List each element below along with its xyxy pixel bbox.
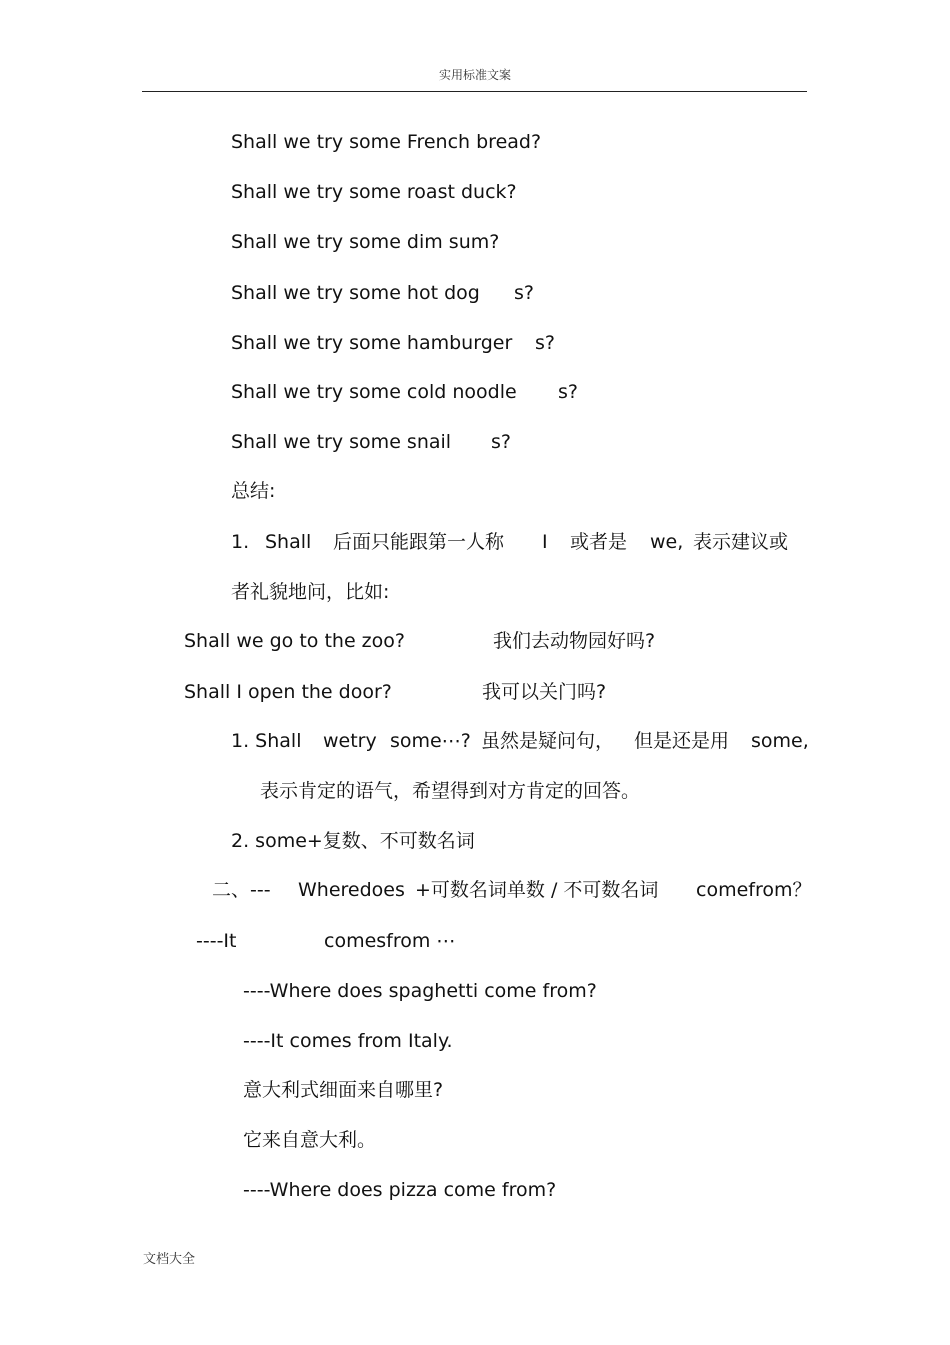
text-fragment: s? xyxy=(514,282,534,304)
text-fragment: 表示建议或 xyxy=(693,531,789,553)
summary-heading: 总结: xyxy=(231,480,276,502)
example-translation: 我可以关门吗? xyxy=(482,681,607,703)
text-line: 2. some+复数、不可数名词 xyxy=(231,830,475,852)
text-line: Shall we try some hamburger xyxy=(231,332,513,354)
text-fragment: wetry xyxy=(323,730,377,752)
header-divider xyxy=(142,91,807,92)
text-line: Shall we try some roast duck? xyxy=(231,181,517,203)
text-line: 表示肯定的语气，希望得到对方肯定的回答。 xyxy=(260,780,641,802)
text-fragment: +可数名词单数 / 不可数名词 xyxy=(415,879,659,901)
text-fragment: some⋯? xyxy=(390,730,471,752)
dialogue-line: ----It comes from Italy. xyxy=(243,1030,453,1052)
text-fragment: comefrom？ xyxy=(696,879,812,901)
dialogue-line: ----Where does spaghetti come from? xyxy=(243,980,597,1002)
text-fragment: s? xyxy=(535,332,555,354)
section-heading: 二、--- xyxy=(212,879,271,901)
text-fragment: Wheredoes xyxy=(298,879,405,901)
text-fragment: 但是还是用 xyxy=(634,730,730,752)
translation-line: 意大利式细面来自哪里? xyxy=(243,1079,444,1101)
text-fragment: 虽然是疑问句， xyxy=(481,730,615,752)
list-number: 1. xyxy=(231,531,250,553)
example-translation: 我们去动物园好吗? xyxy=(493,630,656,652)
translation-line: 它来自意大利。 xyxy=(243,1129,377,1151)
text-line: Shall we try some cold noodle xyxy=(231,381,517,403)
page-header: 实用标准文案 xyxy=(438,68,511,82)
text-fragment: comesfrom ⋯ xyxy=(324,930,456,952)
text-fragment: 1. Shall xyxy=(231,730,302,752)
text-fragment: some, xyxy=(751,730,809,752)
text-line: Shall we try some dim sum? xyxy=(231,231,500,253)
text-fragment: we, xyxy=(650,531,684,553)
text-fragment: ----It xyxy=(196,930,237,952)
example-sentence: Shall I open the door? xyxy=(184,681,392,703)
text-line: 者礼貌地问，比如: xyxy=(231,581,390,603)
text-fragment: 后面只能跟第一人称 xyxy=(333,531,505,553)
text-fragment: 或者是 xyxy=(570,531,628,553)
text-fragment: s? xyxy=(558,381,578,403)
text-line: Shall we try some French bread? xyxy=(231,131,542,153)
page-footer: 文档大全 xyxy=(143,1252,196,1267)
text-fragment: s? xyxy=(491,431,511,453)
example-sentence: Shall we go to the zoo? xyxy=(184,630,405,652)
text-line: Shall we try some hot dog xyxy=(231,282,480,304)
text-fragment: Shall xyxy=(265,531,312,553)
text-fragment: I xyxy=(542,531,548,553)
text-line: Shall we try some snail xyxy=(231,431,452,453)
dialogue-line: ----Where does pizza come from? xyxy=(243,1179,557,1201)
